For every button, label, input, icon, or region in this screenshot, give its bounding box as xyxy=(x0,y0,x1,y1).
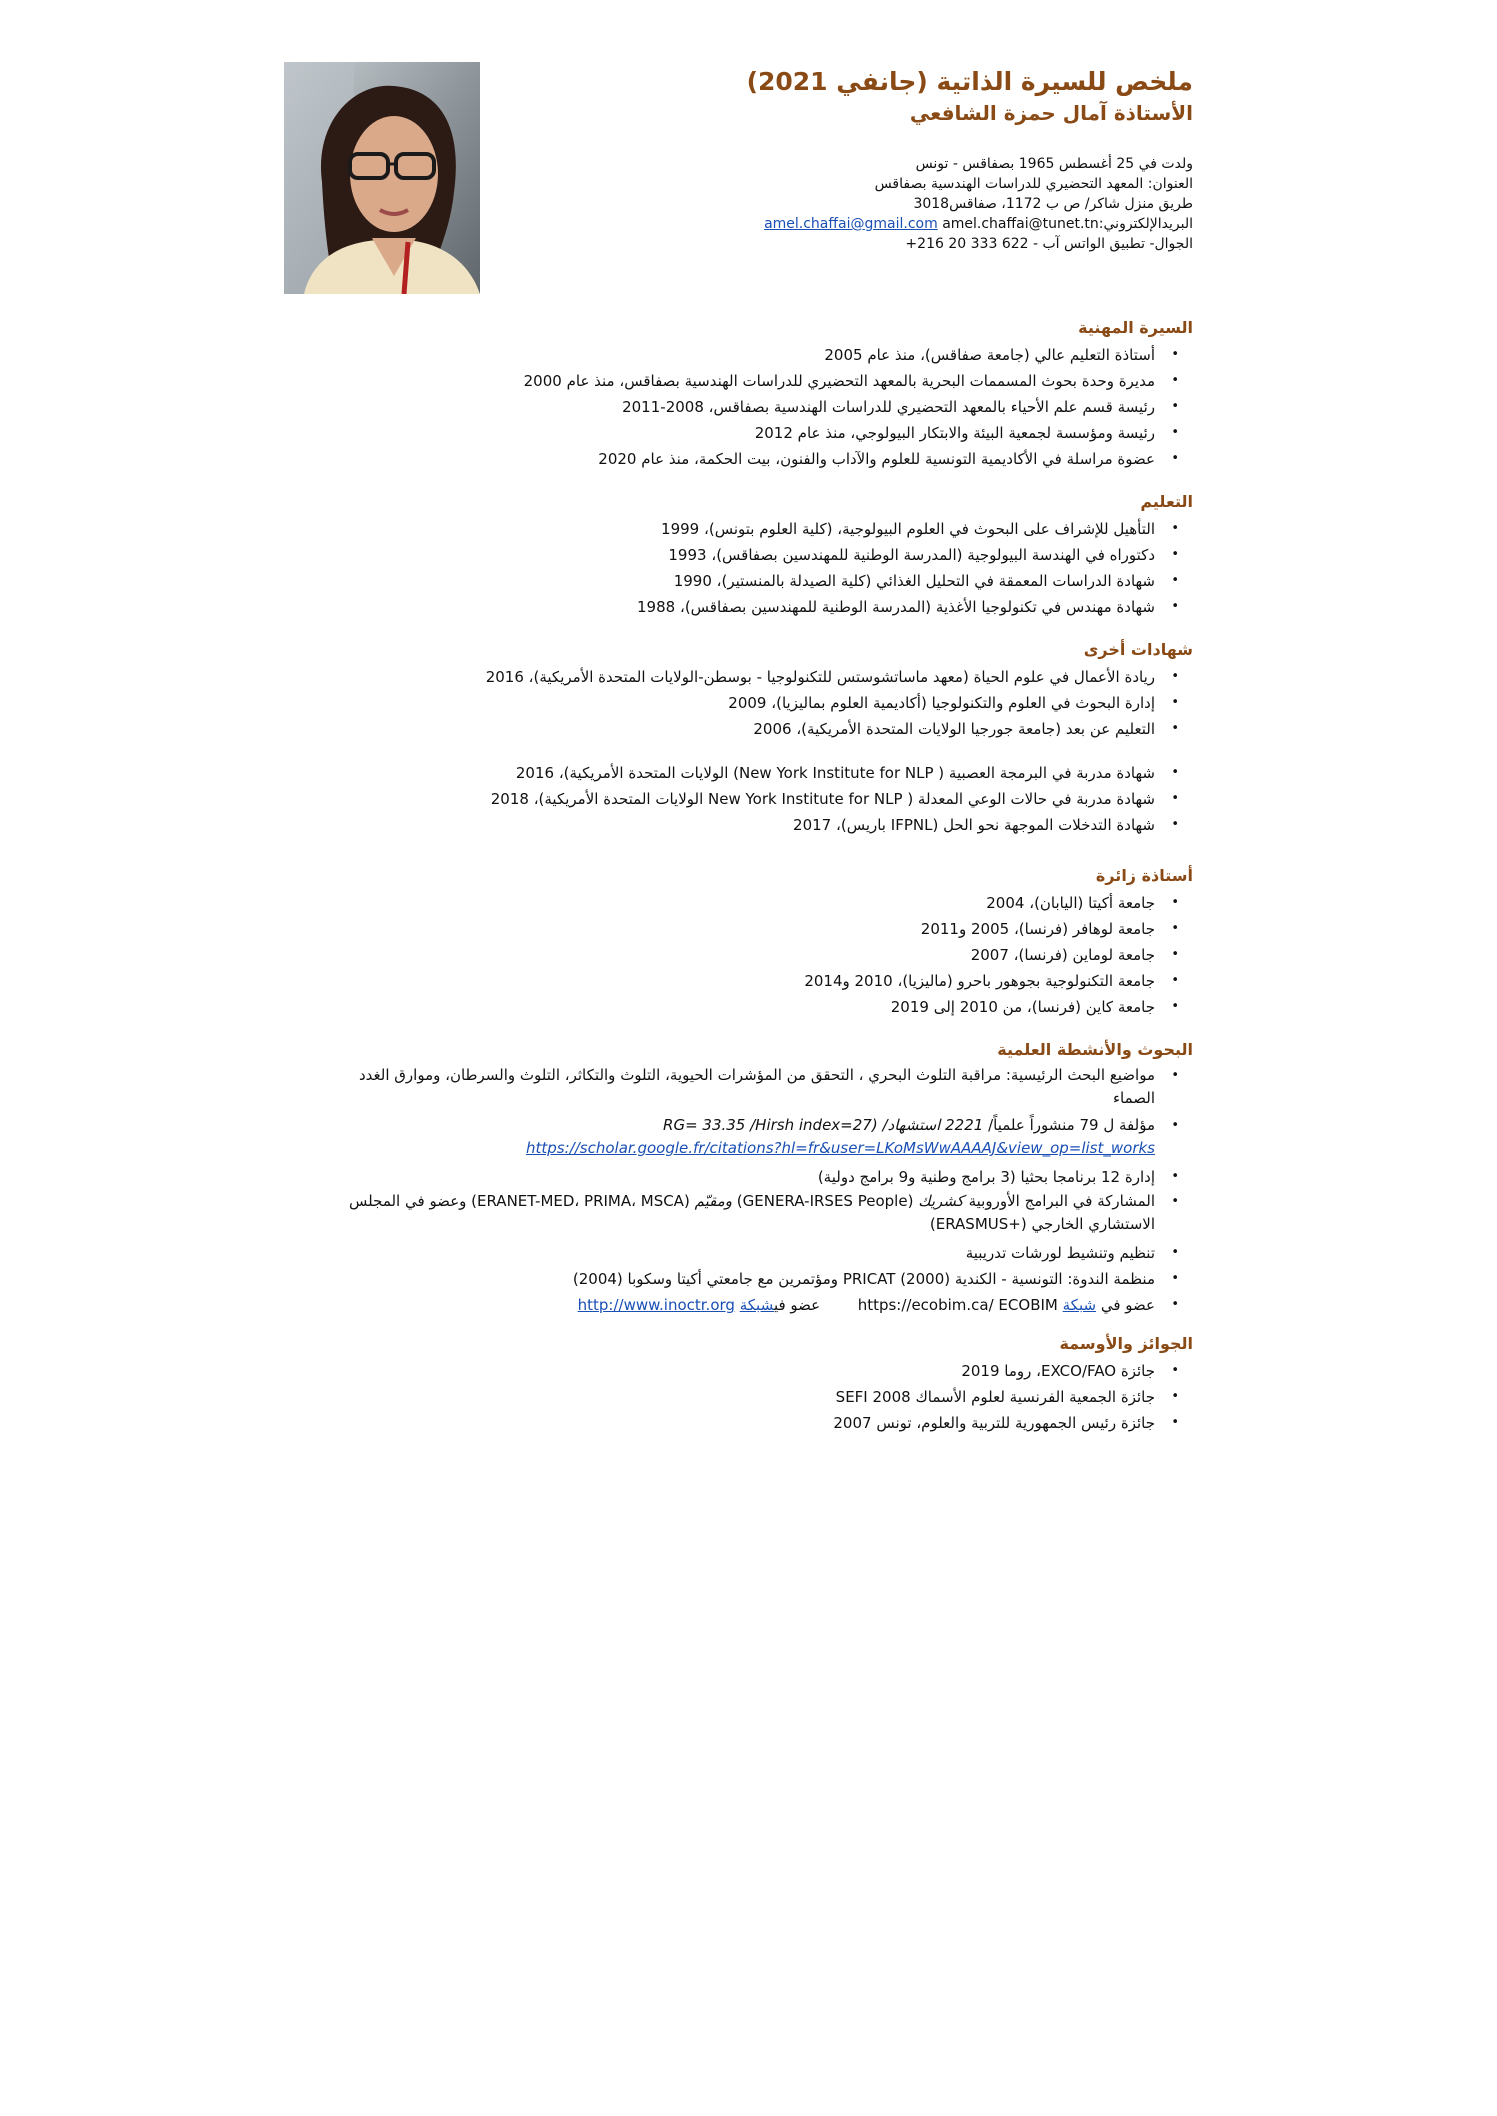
pubs-citations: 2221 استشهاد/ xyxy=(882,1116,984,1134)
section-title-certificates: شهادات أخرى xyxy=(1083,640,1193,659)
member-of-label: عضو في xyxy=(1100,1296,1155,1314)
list-item: • رئيسة قسم علم الأحياء بالمعهد التحضيري للدراسات الهندسية بصفاقس، 2008-2011 xyxy=(193,394,1193,420)
europe-text-1: المشاركة في البرامج الأوروبية xyxy=(968,1192,1155,1210)
list-item: • جامعة أكيتا (اليابان)، 2004 xyxy=(193,890,1193,916)
list-item: • جائزة الجمعية الفرنسية لعلوم الأسماك SEFI 2008 xyxy=(193,1384,1193,1410)
member-of-label-2: عضو في xyxy=(773,1296,821,1314)
email-label: البريدالإلكتروني: xyxy=(1098,216,1193,232)
list-item: • شهادة مدربة في حالات الوعي المعدلة ( New York Institute for NLP الولايات المتحدة الأمريكية)، 2018 xyxy=(193,786,1193,812)
list-item: • جامعة لوهافر (فرنسا)، 2005 و2011 xyxy=(193,916,1193,942)
ecobim-url: https://ecobim.ca/ ECOBIM xyxy=(857,1296,1058,1314)
list-item xyxy=(193,1292,1193,1318)
email-line xyxy=(293,214,1193,234)
list-item xyxy=(315,1114,1193,1160)
section-education xyxy=(193,490,1193,620)
list-item: • جامعة كاين (فرنسا)، من 2010 إلى 2019 xyxy=(193,994,1193,1020)
list-item: • تنظيم وتنشيط لورشات تدريبية xyxy=(193,1240,1193,1266)
scholar-link[interactable]: https://scholar.google.fr/citations?hl=fr&user=LKoMsWwAAAAJ&view_op=list_works xyxy=(526,1139,1155,1157)
certificates-list xyxy=(193,664,1193,838)
section-title-awards: الجوائز والأوسمة xyxy=(1059,1334,1193,1353)
list-item: • إدارة 12 برنامجا بحثيا (3 برامج وطنية و9 برامج دولية) xyxy=(193,1164,1193,1190)
section-title-education: التعليم xyxy=(1140,492,1193,511)
section-title-research: البحوث والأنشطة العلمية xyxy=(997,1040,1193,1059)
europe-evaluator: ومقيّم xyxy=(694,1192,732,1210)
list-item: • مديرة وحدة بحوث المسممات البحرية بالمعهد التحضيري للدراسات الهندسية بصفاقس، منذ عام 2000 xyxy=(193,368,1193,394)
birth-info: ولدت في 25 أغسطس 1965 بصفاقس - تونس xyxy=(915,156,1193,172)
section-title-visiting: أستاذة زائرة xyxy=(1095,866,1193,885)
section-certificates xyxy=(193,638,1193,838)
list-item: • رئيسة ومؤسسة لجمعية البيئة والابتكار البيولوجي، منذ عام 2012 xyxy=(193,420,1193,446)
research-list xyxy=(193,1064,1193,1318)
list-item: • أستاذة التعليم عالي (جامعة صفاقس)، منذ عام 2005 xyxy=(193,342,1193,368)
list-item: • جائزة EXCO/FAO، روما 2019 xyxy=(193,1358,1193,1384)
inoctr-link[interactable]: http://www.inoctr.org xyxy=(577,1296,735,1314)
list-item: • التأهيل للإشراف على البحوث في العلوم البيولوجية، (كلية العلوم بتونس)، 1999 xyxy=(193,516,1193,542)
pubs-prefix: مؤلفة ل 79 منشوراً علمياً/ xyxy=(988,1116,1155,1134)
contact-info xyxy=(293,154,1193,254)
header xyxy=(293,66,1193,128)
list-item: • شهادة الدراسات المعمقة في التحليل الغذائي (كلية الصيدلة بالمنستير)، 1990 xyxy=(193,568,1193,594)
email-link-primary[interactable]: amel.chaffai@gmail.com xyxy=(764,216,938,232)
address-label: العنوان: المعهد التحضيري للدراسات الهندسية بصفاقس xyxy=(874,176,1193,192)
list-item: • جائزة رئيس الجمهورية للتربية والعلوم، تونس 2007 xyxy=(193,1410,1193,1436)
list-item: • عضوة مراسلة في الأكاديمية التونسية للعلوم والآداب والفنون، بيت الحكمة، منذ عام 2020 xyxy=(193,446,1193,472)
address-street: طريق منزل شاكر/ ص ب 1172، صفاقس3018 xyxy=(913,196,1193,212)
visiting-list xyxy=(193,890,1193,1020)
section-visiting xyxy=(193,864,1193,1020)
section-research xyxy=(193,1038,1193,1318)
list-item: • شهادة مهندس في تكنولوجيا الأغذية (المدرسة الوطنية للمهندسين بصفاقس)، 1988 xyxy=(193,594,1193,620)
page-title: ملخص للسيرة الذاتية (جانفي 2021) xyxy=(746,67,1193,96)
network-link-inoctr[interactable]: شبكة xyxy=(739,1296,774,1314)
phone-line: الجوال- تطبيق الواتس آب - 622 333 20 216+ xyxy=(905,236,1193,252)
network-link-ecobim[interactable]: شبكة xyxy=(1062,1296,1097,1314)
list-item: • شهادة مدربة في البرمجة العصبية ( New York Institute for NLP) الولايات المتحدة الأمريكية)، 2016 xyxy=(193,760,1193,786)
list-item: • مواضيع البحث الرئيسية: مراقبة التلوث البحري ، التحقق من المؤشرات الحيوية، التلوث والتكاثر، التلوث والسرطان، وموارق الغدد الصماء xyxy=(315,1064,1193,1110)
email-secondary: amel.chaffai@tunet.tn xyxy=(942,216,1099,232)
europe-text-2: (GENERA-IRSES People) xyxy=(736,1192,914,1210)
awards-list xyxy=(193,1358,1193,1436)
section-career xyxy=(193,316,1193,472)
section-title-career: السيرة المهنية xyxy=(1078,318,1193,337)
list-item: • إدارة البحوث في العلوم والتكنولوجيا (أكاديمية العلوم بماليزيا)، 2009 xyxy=(193,690,1193,716)
person-name: الأستاذة آمال حمزة الشافعي xyxy=(909,101,1193,125)
list-item xyxy=(315,1190,1193,1236)
europe-text-3: (ERANET-MED، PRIMA، MSCA) وعضو في المجلس الاستشاري الخارجي (+ERASMUS) xyxy=(349,1192,1155,1233)
list-item: • منظمة الندوة: التونسية - الكندية PRICAT (2000) ومؤتمرين مع جامعتي أكيتا وسكوبا (2004) xyxy=(193,1266,1193,1292)
career-list xyxy=(193,342,1193,472)
list-item: • جامعة التكنولوجية بجوهور باحرو (ماليزيا)، 2010 و2014 xyxy=(193,968,1193,994)
list-item: • ريادة الأعمال في علوم الحياة (معهد ماساتشوستس للتكنولوجيا - بوسطن-الولايات المتحدة الأمريكية)، 2016 xyxy=(193,664,1193,690)
list-item: • التعليم عن بعد (جامعة جورجيا الولايات المتحدة الأمريكية)، 2006 xyxy=(193,716,1193,742)
education-list xyxy=(193,516,1193,620)
list-item: • شهادة التدخلات الموجهة نحو الحل (IFPNL باريس)، 2017 xyxy=(193,812,1193,838)
pubs-index: (RG= 33.35 /Hirsh index=27 xyxy=(663,1116,878,1134)
europe-partner: كشريك xyxy=(918,1192,964,1210)
list-item: • جامعة لوماين (فرنسا)، 2007 xyxy=(193,942,1193,968)
list-item: • دكتوراه في الهندسة البيولوجية (المدرسة الوطنية للمهندسين بصفاقس)، 1993 xyxy=(193,542,1193,568)
section-awards xyxy=(193,1332,1193,1436)
